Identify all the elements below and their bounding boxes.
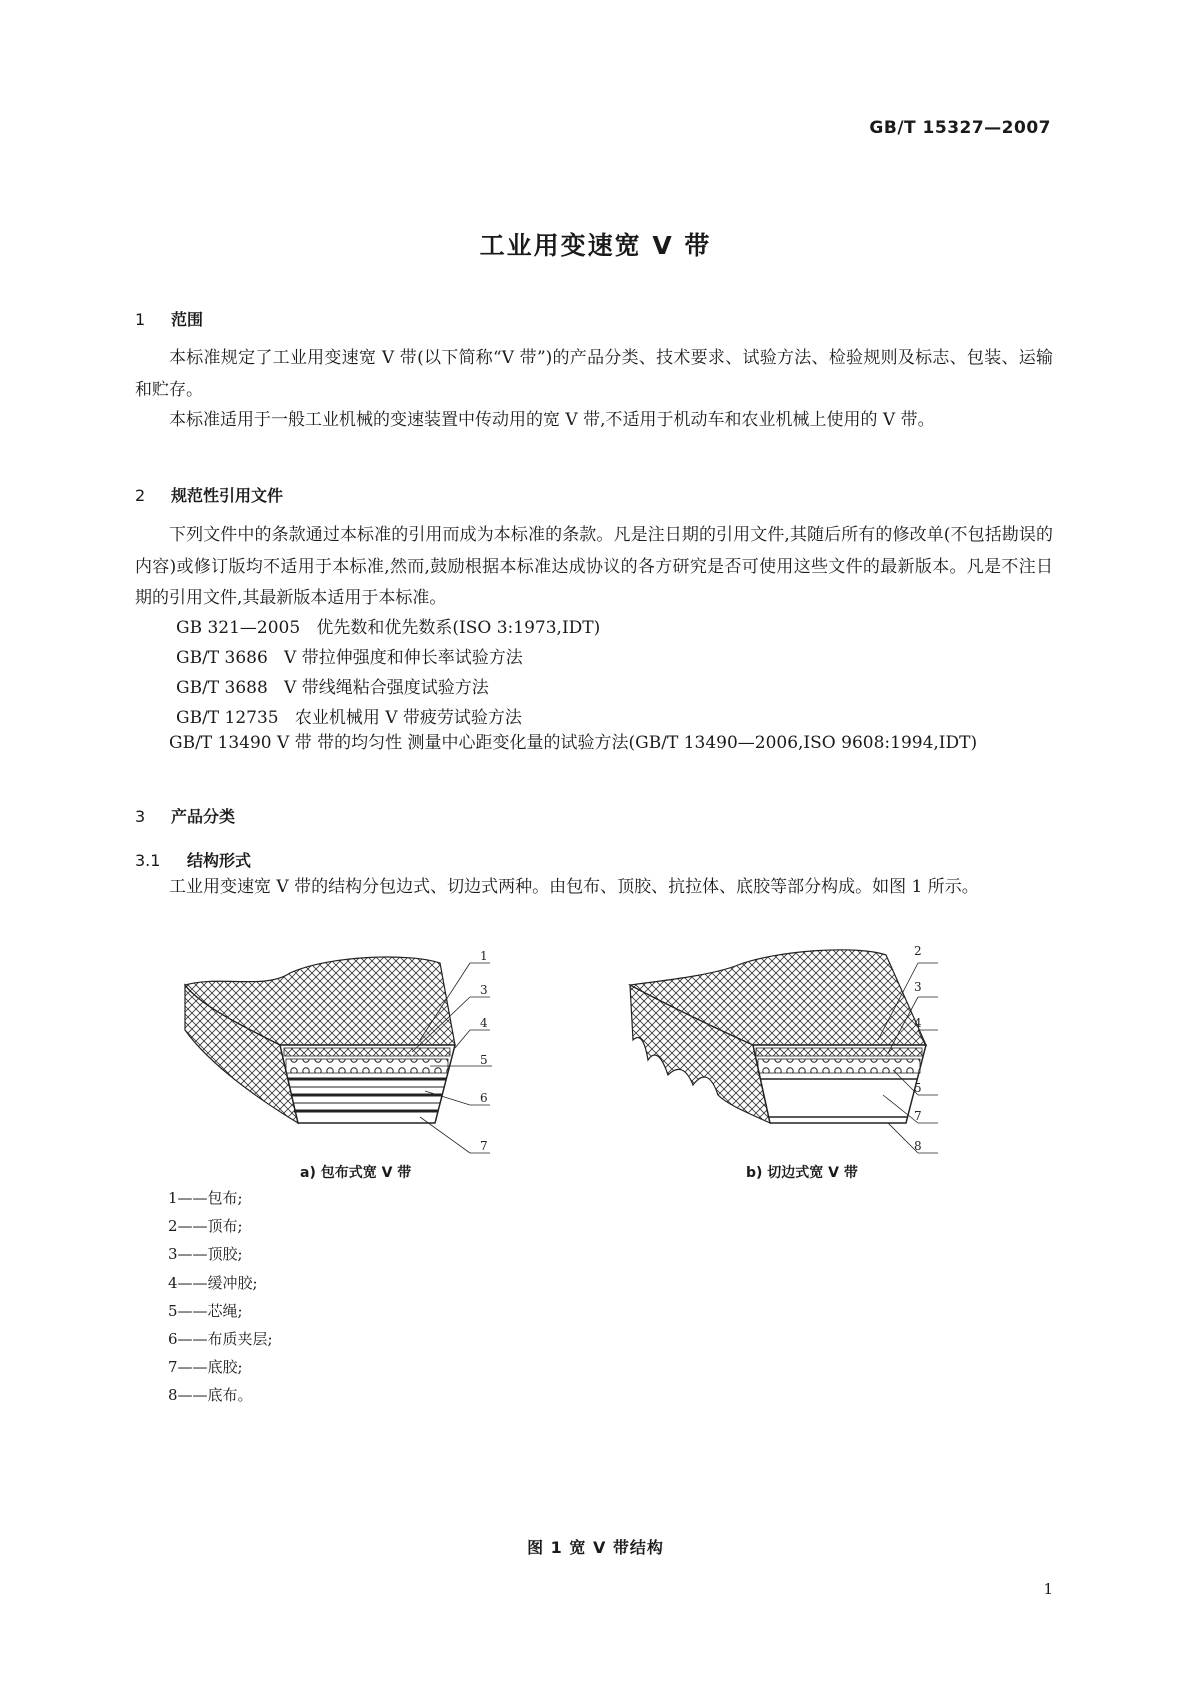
section-3-1-heading: 3.1 结构形式	[135, 851, 252, 870]
figure-b-cut-edge-belt	[628, 945, 1008, 1170]
section-1-para-1: 本标准规定了工业用变速宽 V 带(以下简称“V 带”)的产品分类、技术要求、试验方法、检验规则及标志、包装、运输和贮存。	[135, 348, 1053, 400]
reference-item: GB/T 12735 农业机械用 V 带疲劳试验方法	[176, 708, 522, 728]
legend-item: 3——顶胶;	[168, 1245, 243, 1264]
legend-item: 6——布质夹层;	[168, 1330, 273, 1349]
section-3-1-para-1: 工业用变速宽 V 带的结构分包边式、切边式两种。由包布、顶胶、抗拉体、底胶等部分构成。如图 1 所示。	[169, 877, 979, 897]
figure-a-label: 5	[480, 1053, 488, 1067]
figure-b-label: 5	[914, 1081, 922, 1095]
figure-a-label: 1	[480, 949, 488, 963]
figure-a-label: 4	[480, 1016, 488, 1030]
legend-item: 4——缓冲胶;	[168, 1273, 258, 1292]
figure-b-label: 4	[914, 1016, 922, 1030]
figure-legend	[168, 1184, 273, 1410]
reference-item: GB/T 3686 V 带拉伸强度和伸长率试验方法	[176, 648, 523, 668]
section-3-heading: 3 产品分类	[135, 807, 236, 826]
figure-b-label: 8	[914, 1139, 922, 1153]
section-2-heading: 2 规范性引用文件	[135, 486, 284, 505]
legend-item: 5——芯绳;	[168, 1301, 243, 1320]
reference-item: GB 321—2005 优先数和优先数系(ISO 3:1973,IDT)	[176, 618, 601, 638]
section-1-heading: 1 范围	[135, 310, 204, 329]
document-title: 工业用变速宽 V 带	[479, 231, 712, 260]
figure-a-caption: a) 包布式宽 V 带	[300, 1165, 412, 1181]
figure-caption: 图 1 宽 V 带结构	[527, 1538, 664, 1557]
figure-a-label: 3	[480, 983, 488, 997]
section-2-para-1: 下列文件中的条款通过本标准的引用而成为本标准的条款。凡是注日期的引用文件,其随后所有的修改单(不包括勘误的内容)或修订版均不适用于本标准,然而,鼓励根据本标准达成协议的各方研究是否可使用这些文件的最新版本。凡是不注日期的引用文件,其最新版本适用于本标准。	[135, 525, 1053, 608]
legend-item: 2——顶布;	[168, 1217, 243, 1236]
legend-item: 1——包布;	[168, 1189, 243, 1207]
figure-a-wrapped-belt	[180, 945, 520, 1170]
reference-item: GB/T 13490 V 带 带的均匀性 测量中心距变化量的试验方法(GB/T 13490—2006,ISO 9608:1994,IDT)	[169, 733, 978, 753]
legend-item: 7——底胶;	[168, 1358, 243, 1377]
figure-b-label: 7	[914, 1109, 922, 1123]
figure-b-caption: b) 切边式宽 V 带	[746, 1165, 858, 1181]
page-number: 1	[1043, 1580, 1053, 1598]
figure-b-label: 3	[914, 980, 922, 994]
standard-number: GB/T 15327—2007	[869, 118, 1051, 138]
section-1-para-2: 本标准适用于一般工业机械的变速装置中传动用的宽 V 带,不适用于机动车和农业机械上使用的 V 带。	[169, 410, 935, 430]
figure-b-label: 2	[914, 945, 922, 958]
reference-item: GB/T 3688 V 带线绳粘合强度试验方法	[176, 678, 489, 698]
figure-a-label: 7	[480, 1139, 488, 1153]
legend-item: 8——底布。	[168, 1386, 253, 1405]
figure-a-label: 6	[480, 1091, 488, 1105]
